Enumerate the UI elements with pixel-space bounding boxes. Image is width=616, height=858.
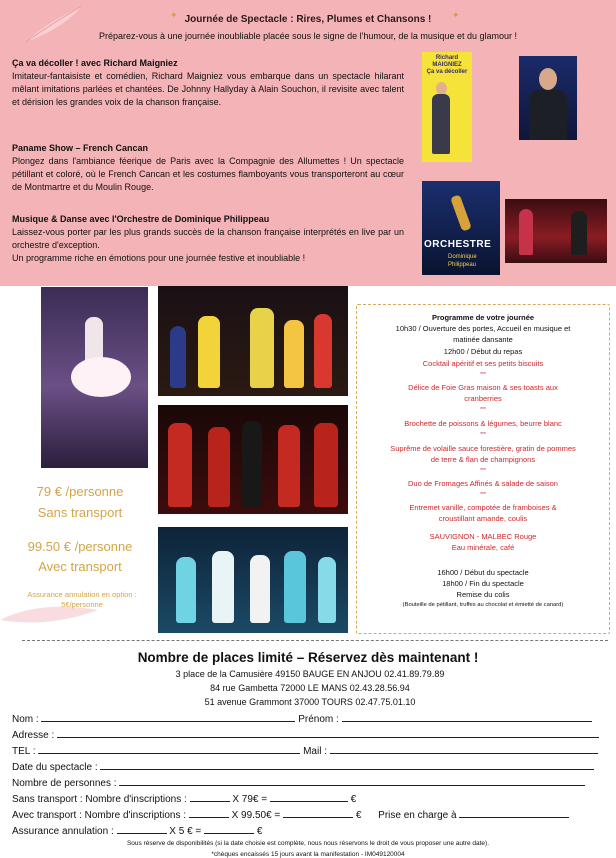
artist-portrait-image (519, 56, 577, 140)
section-body: Laissez-vous porter par les plus grands succès de la chanson française interprétés en live par un orchestre d'exception. (12, 227, 404, 250)
menu-separator: *** (480, 372, 486, 378)
euro-sign: € (350, 794, 357, 805)
personnes-field[interactable] (119, 776, 585, 786)
mail-label: Mail : (303, 746, 327, 757)
menu-item: SAUVIGNON - MALBEC Rouge (429, 532, 537, 541)
section-heading: Ça va décoller ! avec Richard Maigniez (12, 58, 178, 68)
orchestre-poster-image (422, 181, 500, 275)
prenom-field[interactable] (342, 712, 592, 722)
date-field[interactable] (100, 760, 594, 770)
menu-separator: *** (480, 492, 486, 498)
menu-item: de terre & flan de champignons (430, 455, 536, 464)
cancan-stage-image (158, 286, 348, 396)
programme-line: 16h00 / Début du spectacle (437, 568, 529, 577)
form-row-date (12, 760, 594, 773)
section-heading: Paname Show – French Cancan (12, 143, 149, 153)
orchestre-label: ORCHESTRE (424, 239, 492, 250)
section-body-2: Un programme riche en émotions pour une journée festive et inoubliable ! (12, 253, 306, 263)
section-heading: Musique & Danse avec l'Orchestre de Dominique Philippeau (12, 214, 270, 224)
booking-title: Nombre de places limité – Réservez dès maintenant ! (137, 650, 479, 665)
tel-field[interactable] (38, 744, 300, 754)
menu-item: croustillant amande, coulis (438, 514, 528, 523)
sans-transport-unit: X 79€ = (232, 794, 268, 805)
programme-line: matinée dansante (453, 335, 513, 344)
feather-dancers-image (158, 405, 348, 514)
sans-transport-total-field[interactable] (270, 792, 348, 802)
form-row-sans-transport (12, 792, 356, 805)
avec-transport-unit: X 99.50€ = (231, 810, 281, 821)
poster-title: Richard MAIGNIEZ Ça va décoller (426, 55, 468, 75)
menu-separator: *** (480, 432, 486, 438)
dancer-image (41, 287, 148, 468)
page-title: Journée de Spectacle : Rires, Plumes et Chansons ! (184, 14, 432, 25)
assurance-label: Assurance annulation : (12, 826, 114, 837)
date-label: Date du spectacle : (12, 762, 98, 773)
form-row-tel (12, 744, 598, 757)
agency-address: 84 rue Gambetta 72000 LE MANS 02.43.28.56.94 (210, 683, 410, 693)
section-orchestre (12, 213, 404, 265)
assurance-unit: X 5 € = (169, 826, 202, 837)
programme-title: Programme de votre journée (431, 313, 535, 322)
section-body: Imitateur-fantaisiste et comédien, Richard Maigniez vous embarque dans un spectacle hilarant mêlant imitations parlées et chantées. De Johnny Hallyday à Alain Souchon, il revisite avec talent et dérision les grandes voix de la chanson française. (12, 71, 404, 107)
agency-address: 3 place de la Camusière 49150 BAUGE EN ANJOU 02.41.89.79.89 (175, 669, 445, 679)
prise-en-charge-field[interactable] (459, 808, 569, 818)
agency-address: 51 avenue Grammont 37000 TOURS 02.47.75.01.10 (204, 697, 416, 707)
menu-item: Délice de Foie Gras maison & ses toasts aux (408, 383, 558, 392)
show-poster-image (422, 52, 472, 162)
menu-separator: *** (480, 468, 486, 474)
menu-item: Eau minérale, café (451, 543, 515, 552)
price-sans-transport-label: Sans transport (37, 505, 123, 520)
programme-line: 12h00 / Début du repas (443, 347, 523, 356)
blue-show-image (158, 527, 348, 633)
menu-item: cranberries (464, 394, 502, 403)
section-richard (12, 57, 404, 109)
nom-label: Nom : (12, 714, 39, 725)
orchestre-stage-image (505, 199, 607, 263)
prenom-label: Prénom : (298, 714, 339, 725)
menu-item: Cocktail apéritif et ses petits biscuits (422, 359, 544, 368)
prise-en-charge-label: Prise en charge à (378, 810, 457, 821)
star-icon: ✦ (452, 10, 460, 20)
orchestre-sublabel: Dominique Philippeau (448, 254, 477, 268)
price-sans-transport: 79 € /personne (36, 484, 124, 499)
avec-transport-qty-field[interactable] (189, 808, 229, 818)
form-row-personnes (12, 776, 585, 789)
section-body: Plongez dans l'ambiance féerique de Paris avec la Compagnie des Allumettes ! Un spectacle pétillant et coloré, où le French Cancan et les costumes flamboyants vous transporteront au cœur de Montmartre et du Moulin Rouge. (12, 156, 404, 192)
cut-line (22, 640, 608, 641)
menu-separator: *** (480, 407, 486, 413)
star-icon: ✦ (170, 10, 178, 20)
avec-transport-label: Avec transport : Nombre d'inscriptions : (12, 810, 187, 821)
programme-line: 10h30 / Ouverture des portes, Accueil en musique et (395, 324, 571, 333)
menu-item: Duo de Fromages Affinés & salade de saison (408, 479, 558, 488)
euro-sign: € (355, 810, 362, 821)
personnes-label: Nombre de personnes : (12, 778, 117, 789)
footer-note: *chèques encaissés 15 jours avant la manifestation - IM049120004 (211, 851, 405, 858)
insurance-option: Assurance annulation en option : 5€/personne (27, 590, 137, 609)
assurance-total-field[interactable] (204, 824, 254, 834)
form-row-adresse (12, 728, 599, 741)
sans-transport-label: Sans transport : Nombre d'inscriptions : (12, 794, 187, 805)
price-avec-transport: 99.50 € /personne (27, 539, 133, 554)
adresse-field[interactable] (57, 728, 599, 738)
form-row-assurance (12, 824, 262, 837)
section-cancan (12, 142, 404, 194)
price-avec-transport-label: Avec transport (38, 559, 122, 574)
sans-transport-qty-field[interactable] (190, 792, 230, 802)
tel-label: TEL : (12, 746, 36, 757)
programme-line: Remise du colis (456, 590, 510, 599)
intro-text: Préparez-vous à une journée inoubliable placée sous le signe de l'humour, de la musique et du glamour ! (99, 31, 517, 41)
form-row-nom (12, 712, 592, 725)
form-row-avec-transport (12, 808, 569, 821)
adresse-label: Adresse : (12, 730, 55, 741)
mail-field[interactable] (330, 744, 598, 754)
assurance-qty-field[interactable] (117, 824, 167, 834)
menu-item: Suprême de volaille sauce forestière, gratin de pommes (390, 444, 576, 453)
menu-item: Entremet vanille, compotée de framboises & (409, 503, 557, 512)
footer-note: Sous réserve de disponibilités (si la date choisie est complète, nous nous réservons le droit de vous proposer une autre date). (126, 840, 490, 847)
avec-transport-total-field[interactable] (283, 808, 353, 818)
programme-line: 18h00 / Fin du spectacle (442, 579, 524, 588)
nom-field[interactable] (41, 712, 295, 722)
euro-sign: € (256, 826, 263, 837)
menu-item: Brochette de poissons & légumes, beurre blanc (404, 419, 562, 428)
programme-note: (Bouteille de pétillant, truffes au chocolat et émietté de canard) (402, 602, 564, 608)
